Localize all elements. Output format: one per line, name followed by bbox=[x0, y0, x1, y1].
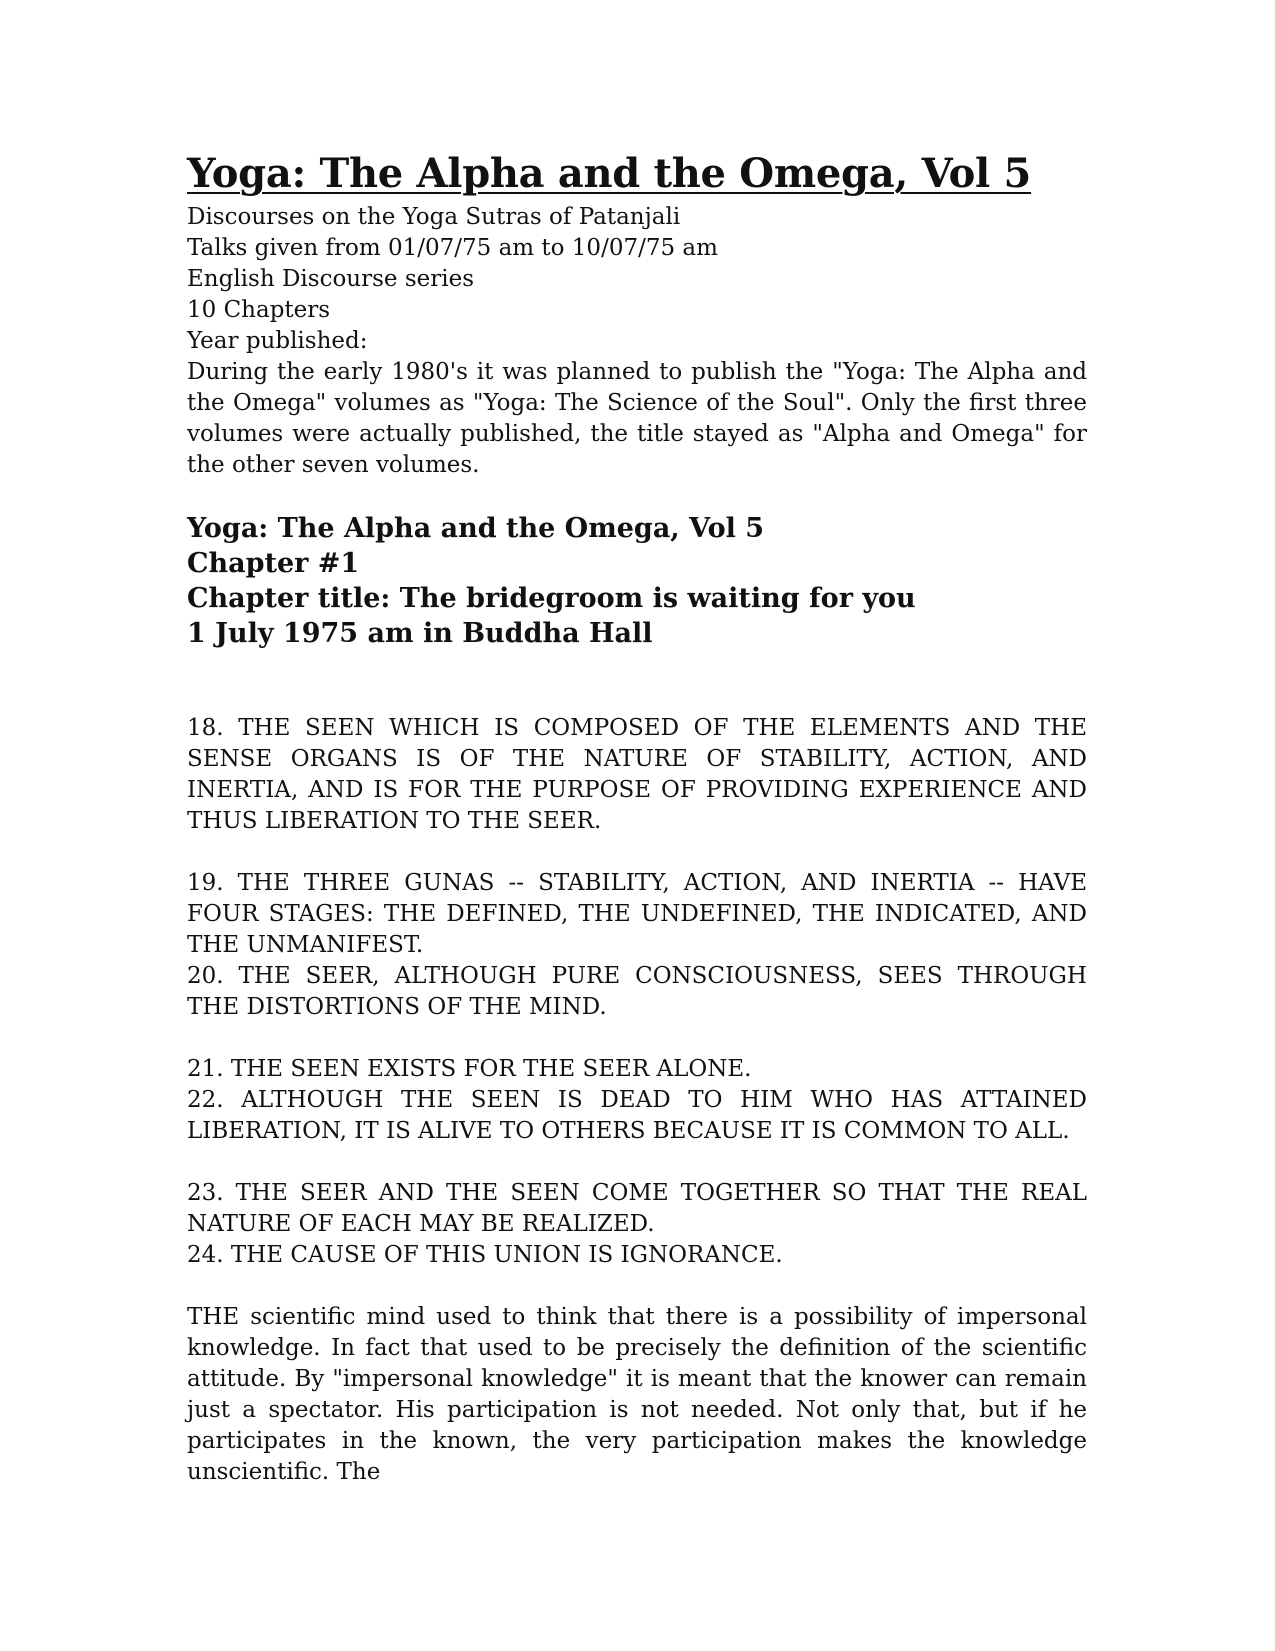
chapter-header bbox=[187, 511, 1087, 651]
sutra-22: 22. ALTHOUGH THE SEEN IS DEAD TO HIM WHO HAS ATTAINED LIBERATION, IT IS ALIVE TO OTHERS BECAUSE IT IS COMMON TO ALL. bbox=[187, 1087, 1087, 1144]
chapter-book-title: Yoga: The Alpha and the Omega, Vol 5 bbox=[187, 513, 765, 544]
chapter-date-place: 1 July 1975 am in Buddha Hall bbox=[187, 618, 653, 649]
sutra-group-19-20 bbox=[187, 868, 1087, 1023]
sutra-24: 24. THE CAUSE OF THIS UNION IS IGNORANCE. bbox=[187, 1242, 783, 1268]
year-published: Year published: bbox=[187, 328, 368, 354]
chapter-number: Chapter #1 bbox=[187, 548, 360, 579]
sutra-18: 18. THE SEEN WHICH IS COMPOSED OF THE ELEMENTS AND THE SENSE ORGANS IS OF THE NATURE OF STABILITY, ACTION, AND INERTIA, AND IS FOR THE PURPOSE OF PROVIDING EXPERIENCE AND THUS LIBERATION TO THE SEER. bbox=[187, 715, 1087, 834]
sutra-list bbox=[187, 713, 1087, 1271]
sutra-group-23-24 bbox=[187, 1178, 1087, 1271]
chapter-title: Chapter title: The bridegroom is waiting for you bbox=[187, 583, 916, 614]
sutra-20: 20. THE SEER, ALTHOUGH PURE CONSCIOUSNESS, SEES THROUGH THE DISTORTIONS OF THE MIND. bbox=[187, 963, 1087, 1020]
chapter-count: 10 Chapters bbox=[187, 297, 331, 323]
book-subtitle: Discourses on the Yoga Sutras of Patanjali bbox=[187, 204, 681, 230]
sutra-21: 21. THE SEEN EXISTS FOR THE SEER ALONE. bbox=[187, 1056, 752, 1082]
publication-note: During the early 1980's it was planned to publish the "Yoga: The Alpha and the Omega" volumes as "Yoga: The Science of the Soul". Only the first three volumes were actually published, the title stayed as "Alpha and Omega" for the other seven volumes. bbox=[187, 359, 1087, 478]
sutra-23: 23. THE SEER AND THE SEEN COME TOGETHER SO THAT THE REAL NATURE OF EACH MAY BE REALIZED. bbox=[187, 1180, 1087, 1237]
sutra-19: 19. THE THREE GUNAS -- STABILITY, ACTION, AND INERTIA -- HAVE FOUR STAGES: THE DEFINED, THE UNDEFINED, THE INDICATED, AND THE UNMANIFEST. bbox=[187, 870, 1087, 958]
talks-dates: Talks given from 01/07/75 am to 10/07/75 am bbox=[187, 235, 718, 261]
book-title: Yoga: The Alpha and the Omega, Vol 5 bbox=[187, 150, 1032, 197]
discourse-opening-paragraph: THE scientific mind used to think that there is a possibility of impersonal knowledge. In fact that used to be precisely the definition of the scientific attitude. By "impersonal knowledge" it is meant that the knower can remain just a spectator. His participation is not needed. Not only that, but if he participates in the known, the very participation makes the knowledge unscientific. The bbox=[187, 1304, 1087, 1485]
document-page bbox=[187, 148, 1087, 1488]
sutra-group-21-22 bbox=[187, 1054, 1087, 1147]
discourse-series: English Discourse series bbox=[187, 266, 475, 292]
